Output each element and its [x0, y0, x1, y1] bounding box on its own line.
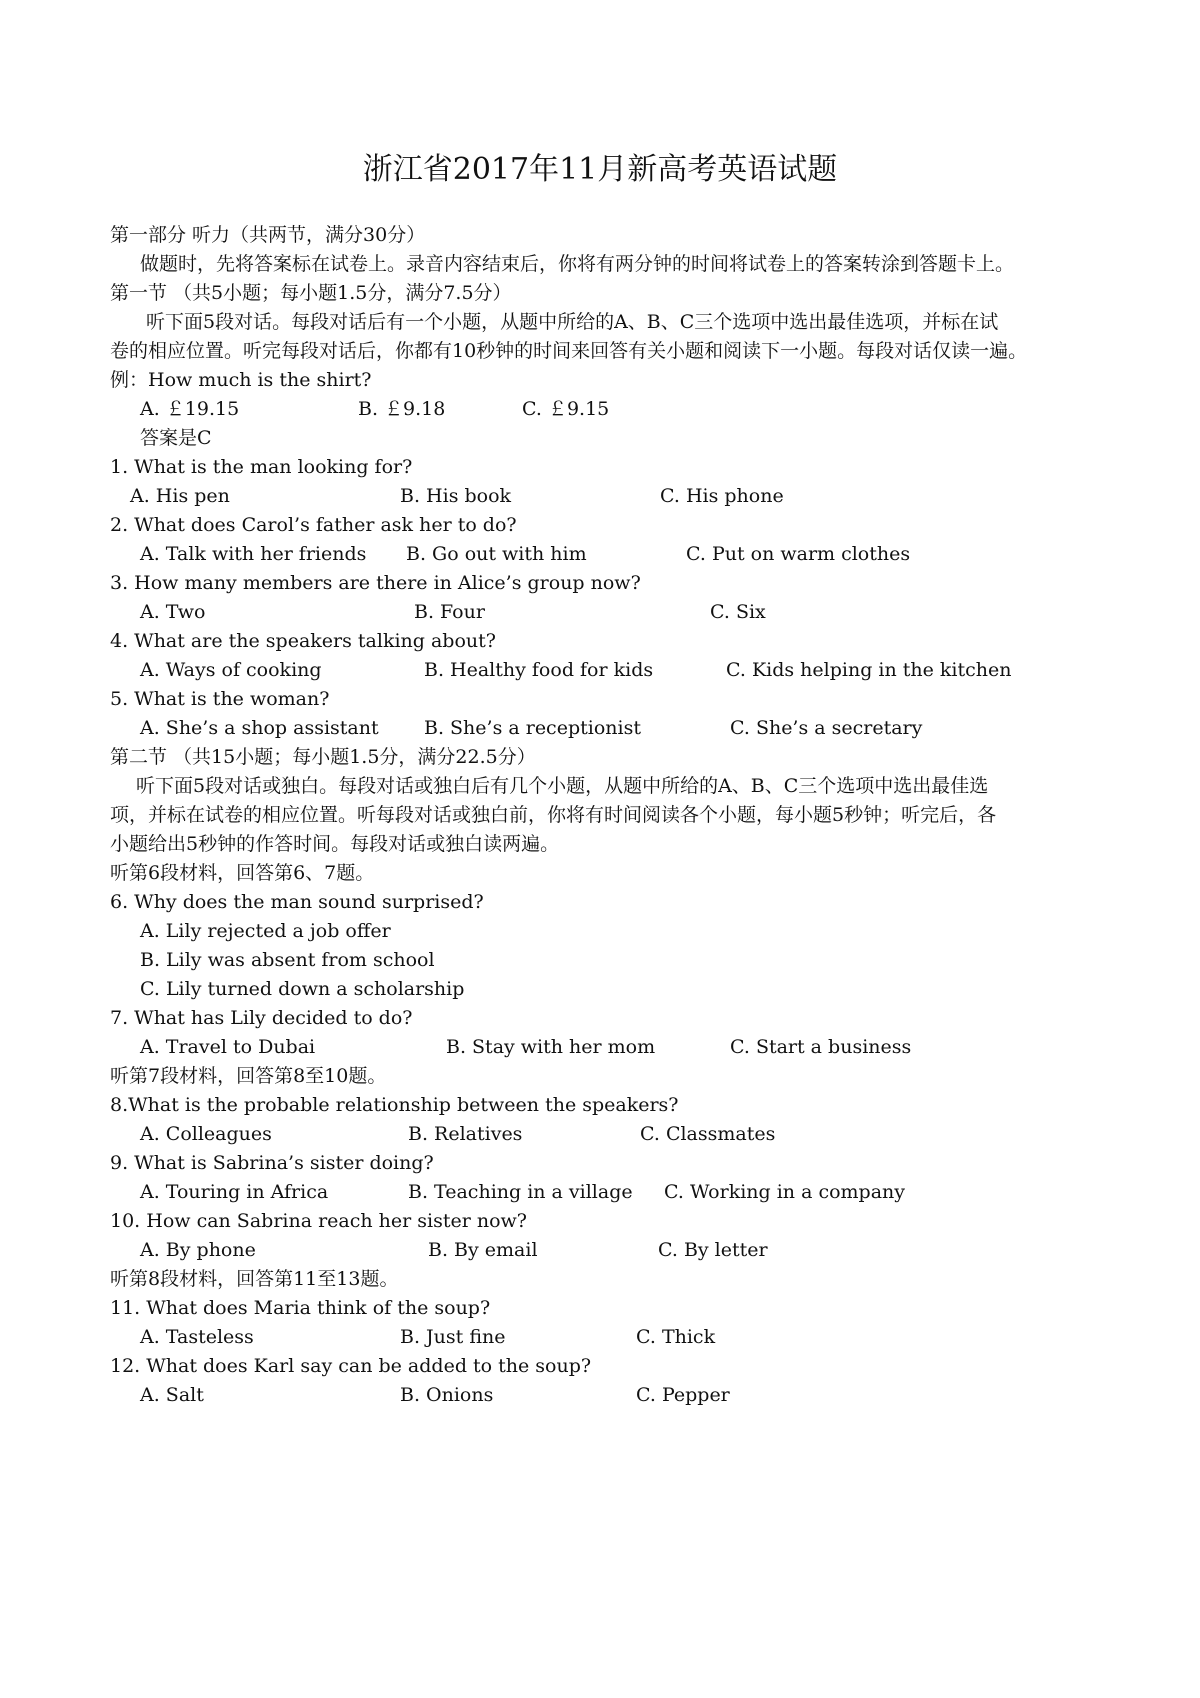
option-10c: C. By letter	[658, 1239, 768, 1261]
question-10: 10. How can Sabrina reach her sister now?	[110, 1210, 527, 1232]
option-8c: C. Classmates	[640, 1123, 776, 1145]
option-3c: C. Six	[710, 601, 766, 623]
question-1: 1. What is the man looking for?	[110, 456, 413, 478]
option-9a: A. Touring in Africa	[140, 1181, 329, 1203]
question-9: 9. What is Sabrina’s sister doing?	[110, 1152, 434, 1174]
option-11b: B. Just fine	[400, 1326, 506, 1348]
question-7: 7. What has Lily decided to do?	[110, 1007, 413, 1029]
option-5a: A. She’s a shop assistant	[140, 717, 379, 739]
option-5b: B. She’s a receptionist	[424, 717, 641, 739]
section1-instruction-line1: 听下面5段对话。每段对话后有一个小题，从题中所给的A、B、C三个选项中选出最佳选项，并标在试	[146, 311, 999, 333]
option-11a: A. Tasteless	[140, 1326, 254, 1348]
section2-instruction-line2: 项，并标在试卷的相应位置。听每段对话或独白前，你将有时间阅读各个小题，每小题5秒钟；听完后，各	[110, 804, 997, 826]
section2-instruction-line1: 听下面5段对话或独白。每段对话或独白后有几个小题，从题中所给的A、B、C三个选项中选出最佳选	[136, 775, 989, 797]
option-7c: C. Start a business	[730, 1036, 912, 1058]
section1-instruction-line2: 卷的相应位置。听完每段对话后，你都有10秒钟的时间来回答有关小题和阅读下一小题。每段对话仅读一遍。	[110, 340, 1028, 362]
section2-instruction-line3: 小题给出5秒钟的作答时间。每段对话或独白读两遍。	[110, 833, 560, 855]
option-6c: C. Lily turned down a scholarship	[140, 978, 465, 1000]
part1-heading: 第一部分 听力（共两节，满分30分）	[110, 224, 426, 246]
option-12c: C. Pepper	[636, 1384, 730, 1406]
option-3b: B. Four	[414, 601, 485, 623]
option-1c: C. His phone	[660, 485, 784, 507]
option-4c: C. Kids helping in the kitchen	[726, 659, 1012, 681]
option-6b: B. Lily was absent from school	[140, 949, 435, 971]
option-12a: A. Salt	[140, 1384, 204, 1406]
question-12: 12. What does Karl say can be added to the soup?	[110, 1355, 592, 1377]
option-8a: A. Colleagues	[140, 1123, 272, 1145]
material-6-note: 听第6段材料，回答第6、7题。	[110, 862, 375, 884]
option-11c: C. Thick	[636, 1326, 716, 1348]
option-9b: B. Teaching in a village	[408, 1181, 633, 1203]
example-option-c: C. ￡9.15	[522, 398, 610, 420]
material-8-note: 听第8段材料，回答第11至13题。	[110, 1268, 399, 1290]
option-12b: B. Onions	[400, 1384, 494, 1406]
option-8b: B. Relatives	[408, 1123, 523, 1145]
option-5c: C. She’s a secretary	[730, 717, 923, 739]
question-8: 8.What is the probable relationship between the speakers?	[110, 1094, 679, 1116]
question-3: 3. How many members are there in Alice’s group now?	[110, 572, 641, 594]
section2-heading: 第二节 （共15小题；每小题1.5分，满分22.5分）	[110, 746, 536, 768]
example-option-a: A. ￡19.15	[140, 398, 240, 420]
option-4a: A. Ways of cooking	[140, 659, 322, 681]
section1-heading: 第一节 （共5小题；每小题1.5分，满分7.5分）	[110, 282, 512, 304]
example-question: 例：How much is the shirt?	[110, 369, 372, 391]
option-3a: A. Two	[140, 601, 206, 623]
option-10a: A. By phone	[140, 1239, 256, 1261]
option-7b: B. Stay with her mom	[446, 1036, 656, 1058]
option-10b: B. By email	[428, 1239, 538, 1261]
question-6: 6. Why does the man sound surprised?	[110, 891, 484, 913]
option-4b: B. Healthy food for kids	[424, 659, 654, 681]
example-option-b: B. ￡9.18	[358, 398, 446, 420]
question-5: 5. What is the woman?	[110, 688, 330, 710]
exam-title: 浙江省2017年11月新高考英语试题	[362, 152, 838, 187]
option-2a: A. Talk with her friends	[140, 543, 367, 565]
question-2: 2. What does Carol’s father ask her to do?	[110, 514, 517, 536]
question-4: 4. What are the speakers talking about?	[110, 630, 496, 652]
part1-instruction: 做题时，先将答案标在试卷上。录音内容结束后，你将有两分钟的时间将试卷上的答案转涂到答题卡上。	[140, 253, 1015, 275]
option-7a: A. Travel to Dubai	[140, 1036, 316, 1058]
question-11: 11. What does Maria think of the soup?	[110, 1297, 491, 1319]
option-6a: A. Lily rejected a job offer	[140, 920, 391, 942]
option-9c: C. Working in a company	[664, 1181, 906, 1203]
option-2c: C. Put on warm clothes	[686, 543, 911, 565]
example-answer: 答案是C	[140, 427, 212, 449]
option-2b: B. Go out with him	[406, 543, 587, 565]
option-1b: B. His book	[400, 485, 512, 507]
material-7-note: 听第7段材料，回答第8至10题。	[110, 1065, 387, 1087]
option-1a: A. His pen	[130, 485, 230, 507]
